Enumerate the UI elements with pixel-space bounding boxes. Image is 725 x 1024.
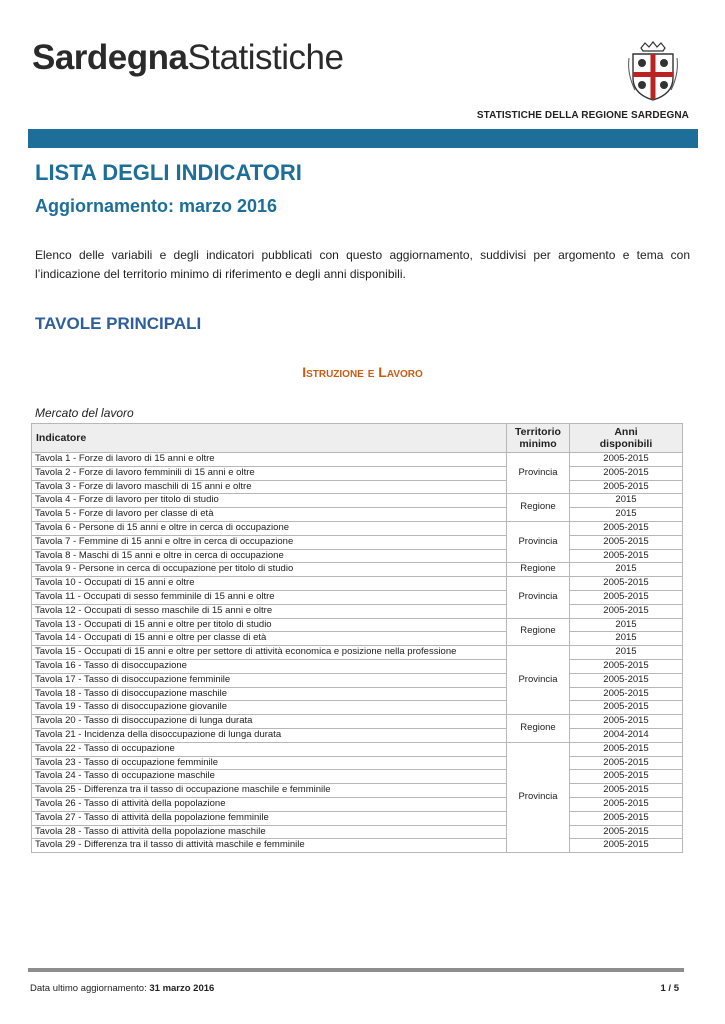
years-cell: 2005-2015 bbox=[570, 811, 683, 825]
table-row bbox=[32, 590, 683, 604]
indicator-cell: Tavola 4 - Forze di lavoro per titolo di studio bbox=[32, 494, 507, 508]
table-row bbox=[32, 646, 683, 660]
table-row bbox=[32, 618, 683, 632]
territory-cell: Regione bbox=[507, 618, 570, 646]
indicator-cell: Tavola 11 - Occupati di sesso femminile di 15 anni e oltre bbox=[32, 590, 507, 604]
table-row bbox=[32, 521, 683, 535]
logo-light: Statistiche bbox=[187, 38, 344, 77]
territory-cell: Regione bbox=[507, 563, 570, 577]
indicator-cell: Tavola 6 - Persone di 15 anni e oltre in cerca di occupazione bbox=[32, 521, 507, 535]
table-row bbox=[32, 604, 683, 618]
topic-title: Istruzione e Lavoro bbox=[302, 364, 423, 380]
section-title: TAVOLE PRINCIPALI bbox=[35, 314, 202, 333]
territory-cell: Provincia bbox=[507, 646, 570, 715]
territory-cell: Provincia bbox=[507, 453, 570, 494]
table-row bbox=[32, 632, 683, 646]
table-row bbox=[32, 687, 683, 701]
indicator-cell: Tavola 23 - Tasso di occupazione femminile bbox=[32, 756, 507, 770]
years-cell: 2005-2015 bbox=[570, 784, 683, 798]
table-row bbox=[32, 728, 683, 742]
indicator-cell: Tavola 14 - Occupati di 15 anni e oltre per classe di età bbox=[32, 632, 507, 646]
table-row bbox=[32, 715, 683, 729]
territory-cell: Regione bbox=[507, 715, 570, 743]
years-cell: 2015 bbox=[570, 632, 683, 646]
indicator-cell: Tavola 13 - Occupati di 15 anni e oltre per titolo di studio bbox=[32, 618, 507, 632]
indicator-cell: Tavola 25 - Differenza tra il tasso di occupazione maschile e femminile bbox=[32, 784, 507, 798]
years-cell: 2005-2015 bbox=[570, 590, 683, 604]
logo-bold: Sardegna bbox=[32, 38, 188, 77]
indicator-cell: Tavola 19 - Tasso di disoccupazione giovanile bbox=[32, 701, 507, 715]
indicator-cell: Tavola 10 - Occupati di 15 anni e oltre bbox=[32, 577, 507, 591]
indicator-cell: Tavola 15 - Occupati di 15 anni e oltre per settore di attività economica e posizione nella professione bbox=[32, 646, 507, 660]
table-row bbox=[32, 784, 683, 798]
table-caption: Mercato del lavoro bbox=[35, 406, 134, 420]
table-row bbox=[32, 825, 683, 839]
table-row bbox=[32, 770, 683, 784]
table-row bbox=[32, 701, 683, 715]
indicator-cell: Tavola 12 - Occupati di sesso maschile di 15 anni e oltre bbox=[32, 604, 507, 618]
table-row bbox=[32, 453, 683, 467]
table-row bbox=[32, 797, 683, 811]
years-cell: 2015 bbox=[570, 508, 683, 522]
table-row bbox=[32, 577, 683, 591]
region-crest-icon bbox=[625, 40, 681, 102]
intro-paragraph: Elenco delle variabili e degli indicatori pubblicati con questo aggiornamento, suddivisi per argomento e tema con l’indicazione del territorio minimo di riferimento e degli anni disponibili. bbox=[35, 248, 690, 281]
years-cell: 2005-2015 bbox=[570, 604, 683, 618]
logo bbox=[32, 38, 343, 78]
years-cell: 2015 bbox=[570, 618, 683, 632]
years-cell: 2005-2015 bbox=[570, 797, 683, 811]
table-row bbox=[32, 466, 683, 480]
indicator-cell: Tavola 24 - Tasso di occupazione maschile bbox=[32, 770, 507, 784]
table-row bbox=[32, 563, 683, 577]
indicator-cell: Tavola 26 - Tasso di attività della popolazione bbox=[32, 797, 507, 811]
territory-cell: Provincia bbox=[507, 577, 570, 618]
indicator-cell: Tavola 3 - Forze di lavoro maschili di 15 anni e oltre bbox=[32, 480, 507, 494]
years-cell: 2015 bbox=[570, 563, 683, 577]
indicator-cell: Tavola 8 - Maschi di 15 anni e oltre in cerca di occupazione bbox=[32, 549, 507, 563]
years-cell: 2005-2015 bbox=[570, 659, 683, 673]
years-cell: 2015 bbox=[570, 646, 683, 660]
years-cell: 2005-2015 bbox=[570, 673, 683, 687]
table-row bbox=[32, 811, 683, 825]
years-cell: 2005-2015 bbox=[570, 480, 683, 494]
table-row bbox=[32, 494, 683, 508]
table-row bbox=[32, 756, 683, 770]
territory-cell: Provincia bbox=[507, 521, 570, 562]
header-territory: Territorio minimo bbox=[507, 424, 570, 453]
indicator-cell: Tavola 7 - Femmine di 15 anni e oltre in cerca di occupazione bbox=[32, 535, 507, 549]
indicator-cell: Tavola 21 - Incidenza della disoccupazione di lunga durata bbox=[32, 728, 507, 742]
table-row bbox=[32, 549, 683, 563]
territory-cell: Regione bbox=[507, 494, 570, 522]
footer-update-label: Data ultimo aggiornamento: bbox=[30, 983, 147, 994]
years-cell: 2005-2015 bbox=[570, 687, 683, 701]
indicators-table bbox=[31, 423, 683, 853]
indicator-cell: Tavola 27 - Tasso di attività della popolazione femminile bbox=[32, 811, 507, 825]
years-cell: 2005-2015 bbox=[570, 535, 683, 549]
years-cell: 2005-2015 bbox=[570, 577, 683, 591]
indicator-cell: Tavola 2 - Forze di lavoro femminili di 15 anni e oltre bbox=[32, 466, 507, 480]
years-cell: 2005-2015 bbox=[570, 839, 683, 853]
header-indicator: Indicatore bbox=[32, 424, 507, 453]
territory-cell: Provincia bbox=[507, 742, 570, 852]
table-row bbox=[32, 742, 683, 756]
indicator-cell: Tavola 16 - Tasso di disoccupazione bbox=[32, 659, 507, 673]
indicator-cell: Tavola 17 - Tasso di disoccupazione femminile bbox=[32, 673, 507, 687]
years-cell: 2005-2015 bbox=[570, 521, 683, 535]
years-cell: 2005-2015 bbox=[570, 466, 683, 480]
update-subtitle: Aggiornamento: marzo 2016 bbox=[35, 196, 278, 216]
years-cell: 2005-2015 bbox=[570, 715, 683, 729]
indicator-cell: Tavola 1 - Forze di lavoro di 15 anni e oltre bbox=[32, 453, 507, 467]
table-header-row bbox=[32, 424, 683, 453]
table-row bbox=[32, 839, 683, 853]
years-cell: 2005-2015 bbox=[570, 825, 683, 839]
years-cell: 2005-2015 bbox=[570, 742, 683, 756]
header-band bbox=[28, 129, 698, 148]
indicator-cell: Tavola 28 - Tasso di attività della popolazione maschile bbox=[32, 825, 507, 839]
header-years: Anni disponibili bbox=[570, 424, 683, 453]
footer-rule bbox=[28, 968, 684, 972]
table-row bbox=[32, 659, 683, 673]
indicator-cell: Tavola 29 - Differenza tra il tasso di attività maschile e femminile bbox=[32, 839, 507, 853]
years-cell: 2005-2015 bbox=[570, 701, 683, 715]
table-row bbox=[32, 673, 683, 687]
region-label: STATISTICHE DELLA REGIONE SARDEGNA bbox=[476, 110, 689, 121]
years-cell: 2005-2015 bbox=[570, 453, 683, 467]
footer-update-date: 31 marzo 2016 bbox=[149, 983, 215, 994]
page-title: LISTA DEGLI INDICATORI bbox=[35, 160, 302, 185]
table-row bbox=[32, 535, 683, 549]
table-row bbox=[32, 508, 683, 522]
indicator-cell: Tavola 20 - Tasso di disoccupazione di lunga durata bbox=[32, 715, 507, 729]
indicator-cell: Tavola 22 - Tasso di occupazione bbox=[32, 742, 507, 756]
indicator-cell: Tavola 5 - Forze di lavoro per classe di età bbox=[32, 508, 507, 522]
table-row bbox=[32, 480, 683, 494]
page-number: 1 / 5 bbox=[660, 983, 679, 994]
years-cell: 2004-2014 bbox=[570, 728, 683, 742]
years-cell: 2015 bbox=[570, 494, 683, 508]
years-cell: 2005-2015 bbox=[570, 770, 683, 784]
indicator-cell: Tavola 9 - Persone in cerca di occupazione per titolo di studio bbox=[32, 563, 507, 577]
indicator-cell: Tavola 18 - Tasso di disoccupazione maschile bbox=[32, 687, 507, 701]
years-cell: 2005-2015 bbox=[570, 756, 683, 770]
footer-update bbox=[30, 983, 214, 994]
years-cell: 2005-2015 bbox=[570, 549, 683, 563]
